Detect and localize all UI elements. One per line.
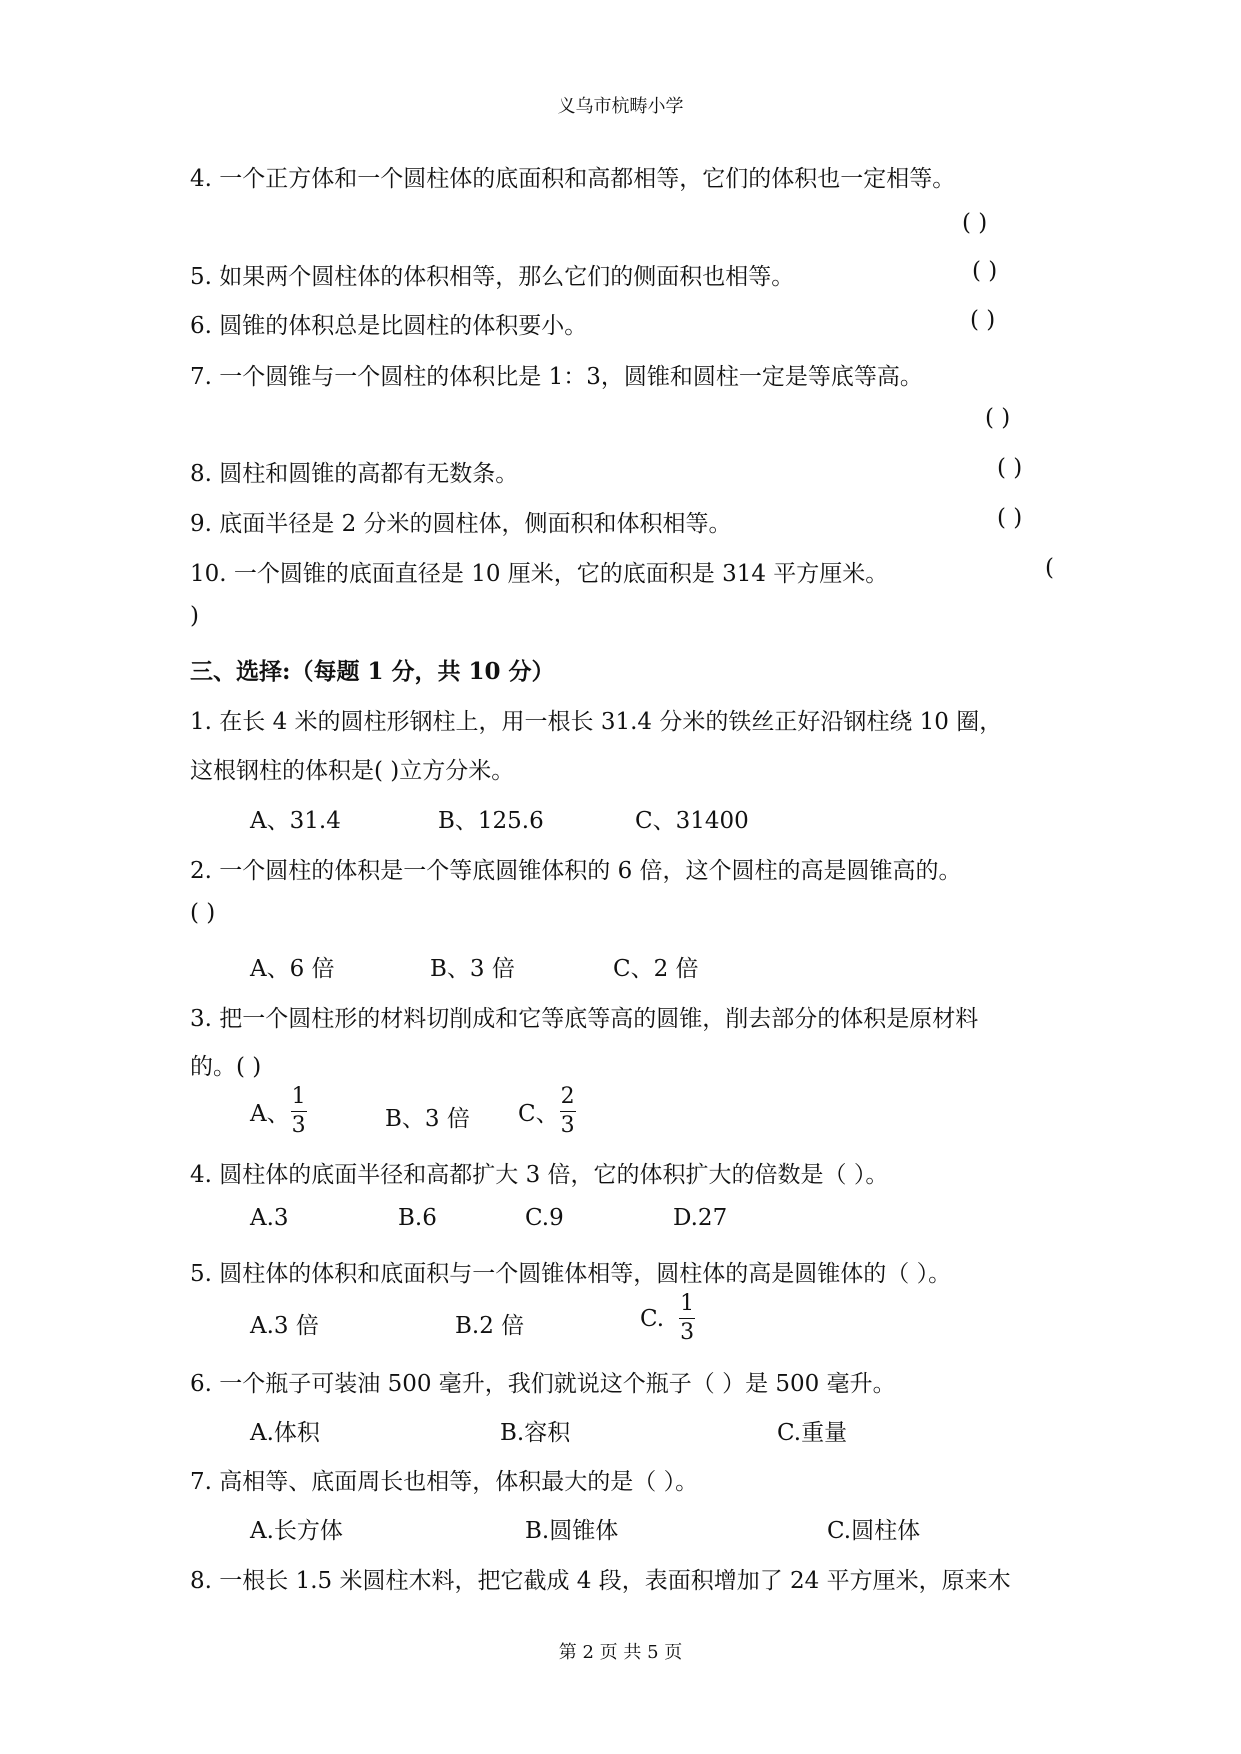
fraction-numerator: 2 [560,1084,575,1109]
answer-paren-8: ( ) [997,455,1023,481]
choice-2-option-b: B、3 倍 [430,956,515,982]
fraction-two-thirds [559,1085,577,1138]
choice-3-option-c-prefix: C、 [518,1101,559,1128]
choice-5-option-a: A.3 倍 [250,1313,319,1339]
judge-question-5: 5. 如果两个圆柱体的体积相等，那么它们的侧面积也相等。 [190,264,795,290]
section-title: 三、选择:（每题 1 分，共 10 分） [190,658,555,685]
fraction-one-third [290,1085,308,1138]
choice-3-option-a [250,1085,308,1138]
choice-7-option-c: C.圆柱体 [827,1518,921,1544]
choice-question-1-line1: 1. 在长 4 米的圆柱形钢柱上，用一根长 31.4 分米的铁丝正好沿钢柱绕 10 圈， [190,709,1003,735]
fraction-denominator: 3 [680,1320,695,1346]
fraction-bar [560,1111,576,1112]
choice-question-3-line2: 的。( ) [190,1054,262,1080]
page-header: 义乌市杭畴小学 [557,96,684,117]
choice-5-option-c-prefix: C. [640,1305,665,1332]
choice-7-option-b: B.圆锥体 [525,1518,619,1544]
judge-question-6: 6. 圆锥的体积总是比圆柱的体积要小。 [190,313,588,339]
judge-question-8: 8. 圆柱和圆锥的高都有无数条。 [190,461,519,487]
choice-question-6: 6. 一个瓶子可装油 500 毫升，我们就说这个瓶子（ ）是 500 毫升。 [190,1371,896,1397]
page-footer: 第 2 页 共 5 页 [558,1642,683,1663]
fraction-denominator: 3 [560,1113,575,1139]
choice-6-option-c: C.重量 [777,1420,848,1446]
judge-question-4: 4. 一个正方体和一个圆柱体的底面积和高都相等，它们的体积也一定相等。 [190,166,956,192]
choice-question-1-line2: 这根钢柱的体积是( )立方分米。 [190,758,515,784]
choice-question-8: 8. 一根长 1.5 米圆柱木料，把它截成 4 段，表面积增加了 24 平方厘米，原来木 [190,1568,1011,1594]
choice-question-3-line1: 3. 把一个圆柱形的材料切削成和它等底等高的圆锥，削去部分的体积是原材料 [190,1006,979,1032]
answer-paren-10-open: ( [1045,555,1054,581]
choice-question-5: 5. 圆柱体的体积和底面积与一个圆锥体相等，圆柱体的高是圆锥体的（ ）。 [190,1261,952,1287]
fraction-bar [291,1111,307,1112]
fraction-one-third [678,1292,696,1345]
answer-paren-5: ( ) [972,258,998,284]
choice-3-option-c [518,1085,577,1138]
choice-1-option-b: B、125.6 [438,808,544,834]
choice-2-option-a: A、6 倍 [250,956,335,982]
choice-7-option-a: A.长方体 [250,1518,343,1544]
choice-4-option-d: D.27 [673,1205,728,1231]
choice-question-4: 4. 圆柱体的底面半径和高都扩大 3 倍，它的体积扩大的倍数是（ ）。 [190,1162,889,1188]
answer-paren-10-close: ) [190,603,199,629]
answer-paren-9: ( ) [997,505,1023,531]
fraction-denominator: 3 [291,1113,306,1139]
choice-2-option-c: C、2 倍 [613,956,699,982]
choice-3-option-b: B、3 倍 [385,1106,470,1132]
choice-question-2-line1: 2. 一个圆柱的体积是一个等底圆锥体积的 6 倍，这个圆柱的高是圆锥高的。 [190,858,962,884]
choice-5-option-c [640,1292,696,1345]
fraction-bar [679,1318,695,1319]
choice-4-option-a: A.3 [250,1205,289,1231]
judge-question-10: 10. 一个圆锥的底面直径是 10 厘米，它的底面积是 314 平方厘米。 [190,561,889,587]
judge-question-7: 7. 一个圆锥与一个圆柱的体积比是 1：3，圆锥和圆柱一定是等底等高。 [190,364,923,390]
choice-3-option-a-prefix: A、 [250,1101,290,1128]
answer-paren-4: ( ) [962,210,988,236]
fraction-numerator: 1 [680,1291,695,1316]
choice-6-option-b: B.容积 [500,1420,571,1446]
choice-1-option-a: A、31.4 [250,808,341,834]
choice-question-7: 7. 高相等、底面周长也相等，体积最大的是（ ）。 [190,1469,699,1495]
choice-5-option-b: B.2 倍 [455,1313,525,1339]
judge-question-9: 9. 底面半径是 2 分米的圆柱体，侧面积和体积相等。 [190,511,732,537]
choice-question-2-line2: ( ) [190,900,216,926]
answer-paren-7: ( ) [985,405,1011,431]
choice-4-option-b: B.6 [398,1205,437,1231]
fraction-numerator: 1 [291,1084,306,1109]
choice-1-option-c: C、31400 [635,808,749,834]
choice-6-option-a: A.体积 [250,1420,320,1446]
answer-paren-6: ( ) [970,307,996,333]
choice-4-option-c: C.9 [525,1205,564,1231]
